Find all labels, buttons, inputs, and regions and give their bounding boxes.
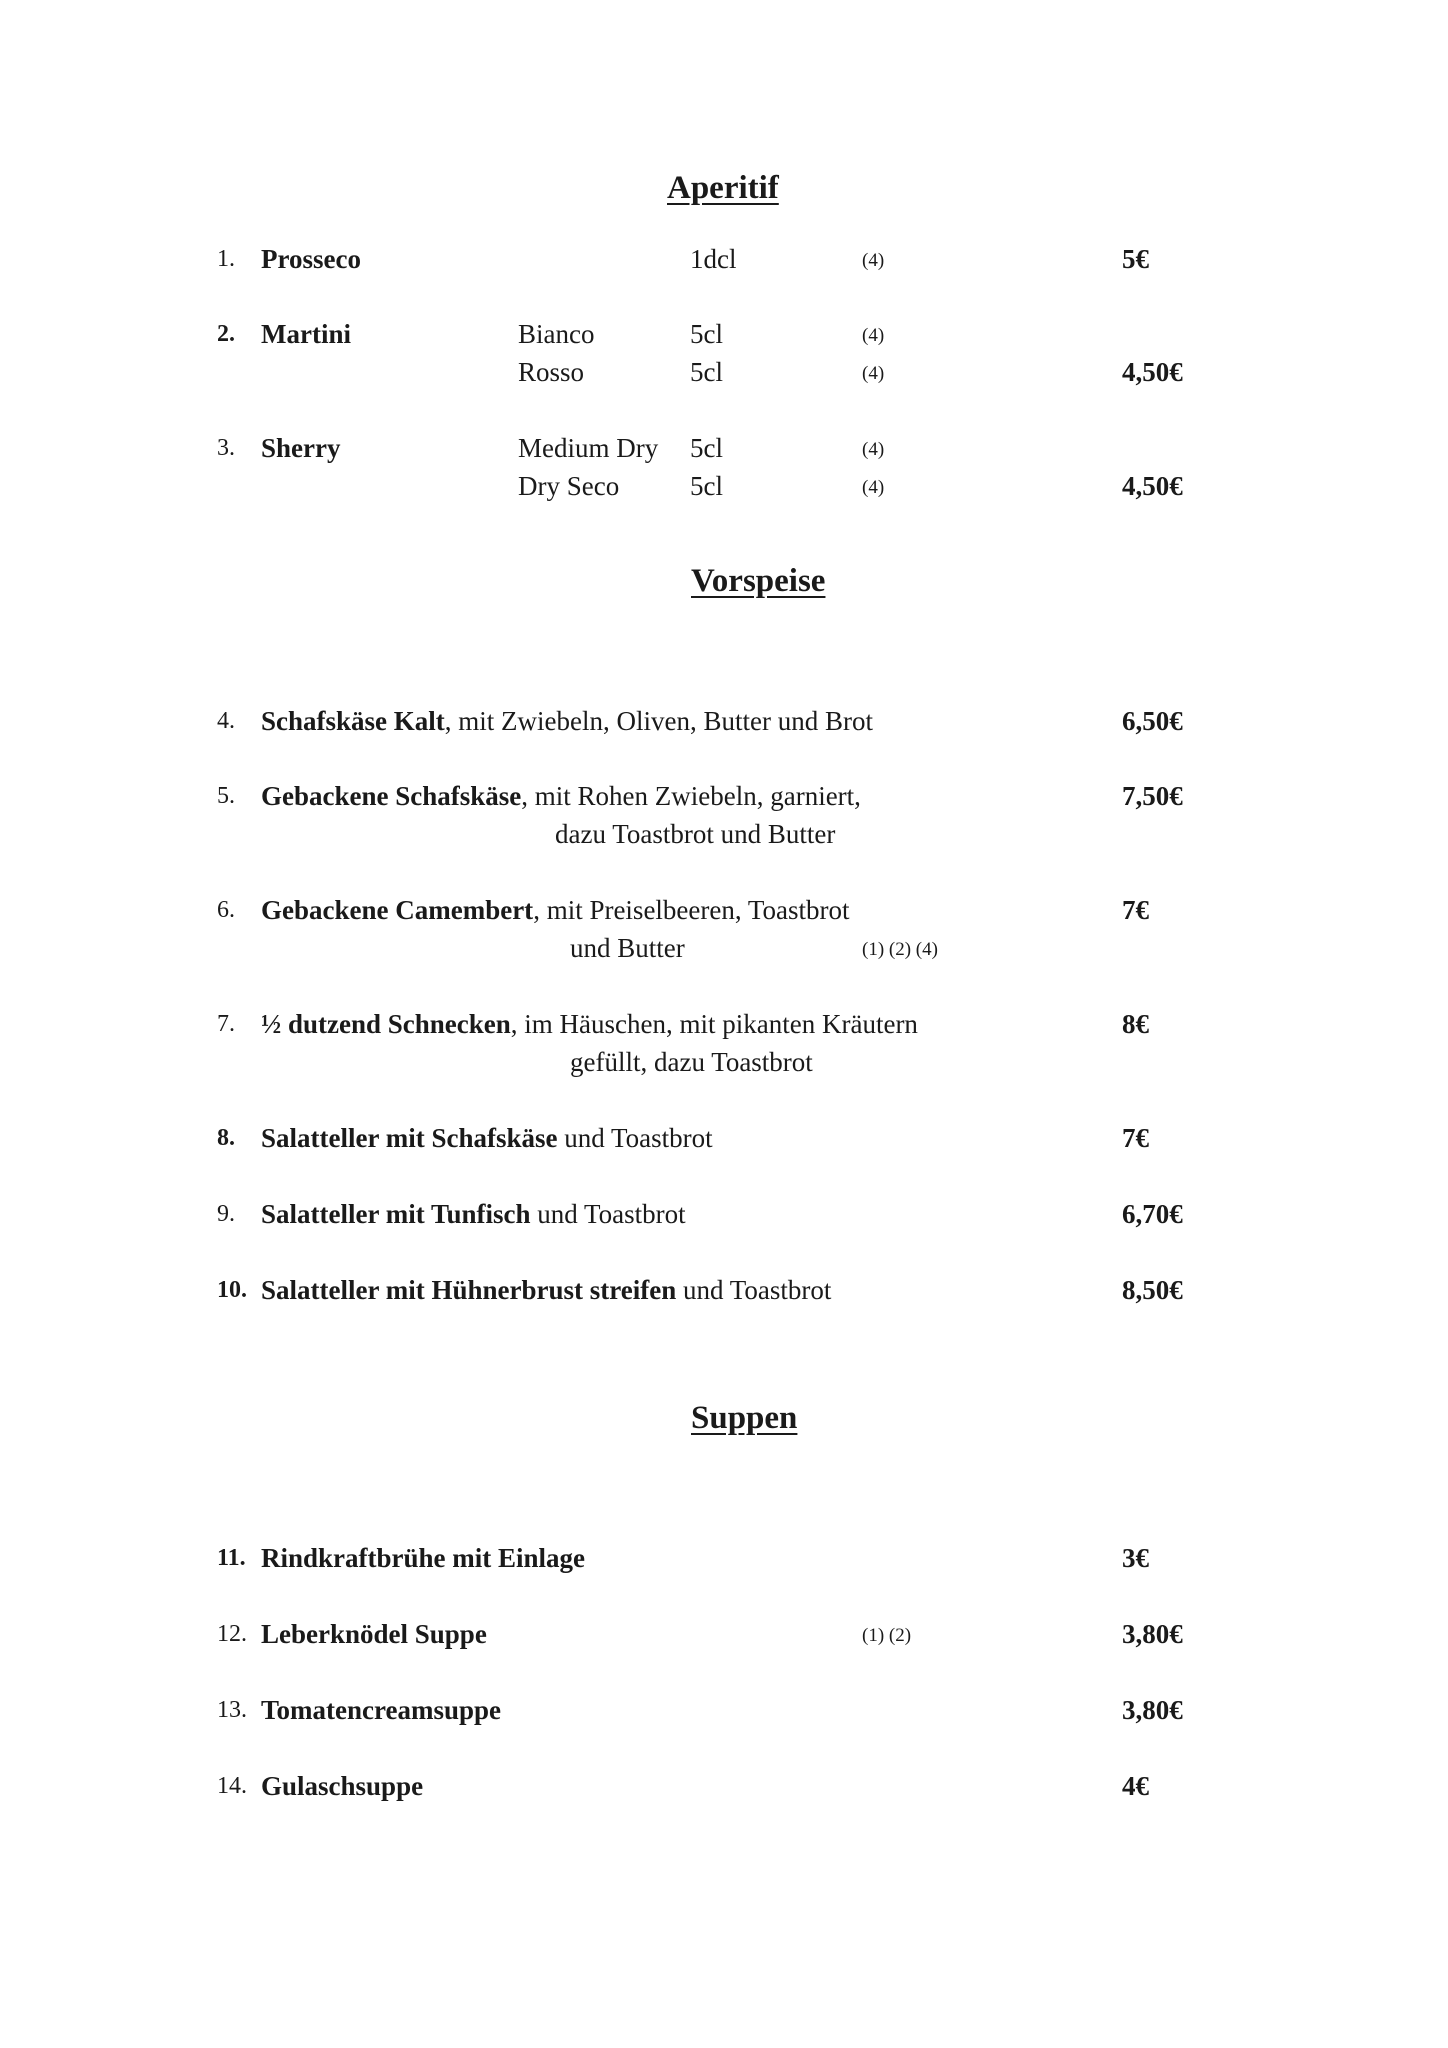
item-price: 4,50€ [1122,471,1183,501]
item-volume: 5cl [690,319,723,349]
item-description-continued: gefüllt, dazu Toastbrot [570,1047,813,1077]
item-description-continued: und Butter [570,933,685,963]
item-number: 6. [217,897,235,923]
item-name: Salatteller mit Hühnerbrust streifen [261,1275,677,1305]
item-variant: Bianco [518,319,595,349]
item-description: , im Häuschen, mit pikanten Kräutern [510,1009,918,1039]
item-name: Rindkraftbrühe mit Einlage [261,1543,586,1573]
item-number: 12. [217,1621,247,1647]
item-volume: 1dcl [690,244,737,274]
item-volume: 5cl [690,433,723,463]
item-number: 11. [217,1545,246,1571]
item-variant: Rosso [518,357,585,387]
item-line [261,1195,686,1233]
item-number: 13. [217,1697,247,1723]
item-number: 1. [217,246,235,272]
item-name: Leberknödel Suppe [261,1619,487,1649]
item-description-continued: dazu Toastbrot und Butter [555,819,836,849]
section-heading-suppen: Suppen [691,1400,798,1436]
item-price: 8€ [1122,1009,1149,1039]
item-name: Salatteller mit Schafskäse [261,1123,558,1153]
item-price: 8,50€ [1122,1275,1183,1305]
item-description: und Toastbrot [676,1275,832,1305]
item-name: Martini [261,319,351,349]
item-price: 6,50€ [1122,706,1183,736]
item-line [261,777,861,815]
item-name: Tomatencreamsuppe [261,1695,502,1725]
item-line [261,1119,713,1157]
section-heading-vorspeise: Vorspeise [691,563,826,599]
item-price: 6,70€ [1122,1199,1183,1229]
item-name: ½ dutzend Schnecken [261,1009,511,1039]
item-description: und Toastbrot [530,1199,686,1229]
item-number: 14. [217,1773,247,1799]
item-allergens: (4) [862,363,885,384]
item-number: 4. [217,708,235,734]
item-number: 10. [217,1277,247,1303]
item-name: Gebackene Camembert [261,895,534,925]
item-allergens: (4) [862,250,885,271]
item-volume: 5cl [690,357,723,387]
item-allergens: (4) [862,325,885,346]
item-price: 4€ [1122,1771,1149,1801]
item-number: 8. [217,1125,235,1151]
item-allergens: (4) [862,477,885,498]
item-description: und Toastbrot [557,1123,713,1153]
item-variant: Dry Seco [518,471,620,501]
item-name: Gebackene Schafskäse [261,781,522,811]
item-description: , mit Zwiebeln, Oliven, Butter und Brot [444,706,873,736]
item-line [261,702,873,740]
item-allergens: (1) (2) (4) [862,939,938,960]
item-description: , mit Rohen Zwiebeln, garniert, [521,781,861,811]
item-price: 5€ [1122,244,1149,274]
item-description: , mit Preiselbeeren, Toastbrot [533,895,850,925]
item-name: Prosseco [261,244,361,274]
item-number: 9. [217,1201,235,1227]
item-volume: 5cl [690,471,723,501]
item-allergens: (4) [862,439,885,460]
item-number: 5. [217,783,235,809]
item-name: Sherry [261,433,341,463]
item-variant: Medium Dry [518,433,659,463]
item-price: 7€ [1122,895,1149,925]
item-price: 3,80€ [1122,1619,1183,1649]
item-number: 3. [217,435,235,461]
item-line [261,891,849,929]
item-price: 3,80€ [1122,1695,1183,1725]
item-number: 7. [217,1011,235,1037]
item-name: Gulaschsuppe [261,1771,424,1801]
item-name: Salatteller mit Tunfisch [261,1199,531,1229]
item-line [261,1005,918,1043]
item-name: Schafskäse Kalt [261,706,445,736]
item-price: 3€ [1122,1543,1149,1573]
item-price: 7,50€ [1122,781,1183,811]
item-price: 4,50€ [1122,357,1183,387]
item-allergens: (1) (2) [862,1625,912,1646]
item-price: 7€ [1122,1123,1149,1153]
item-line [261,1271,831,1309]
section-heading-aperitif: Aperitif [667,170,779,206]
item-number: 2. [217,321,235,347]
